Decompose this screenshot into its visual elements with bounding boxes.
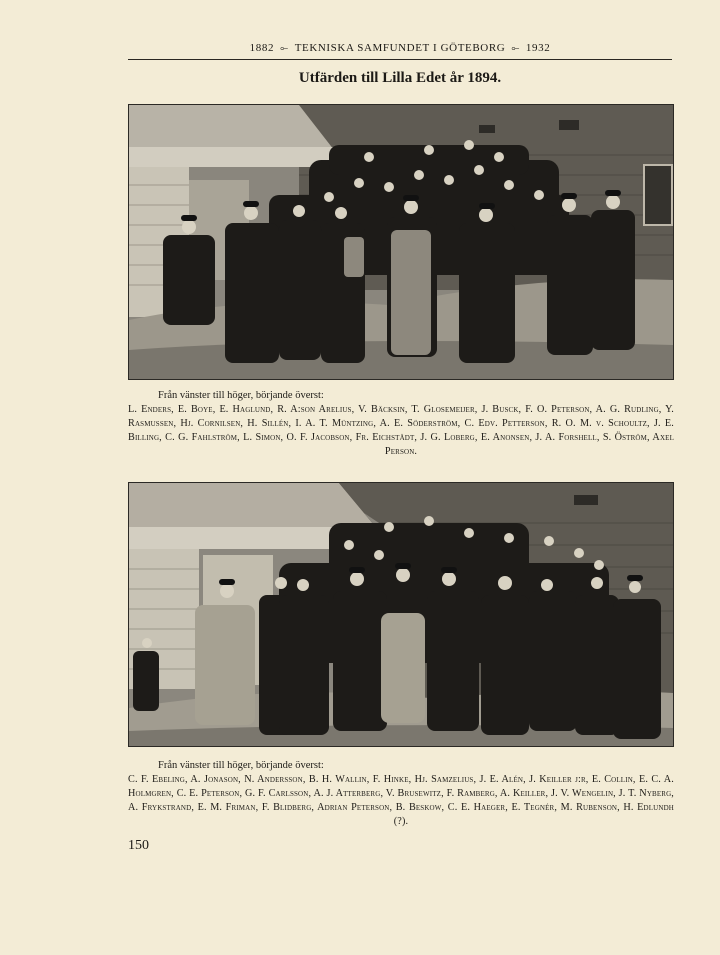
caption-intro: Från vänster till höger, börjande överst: bbox=[158, 390, 324, 401]
group-photo-1 bbox=[128, 104, 674, 380]
photo-caption-2 bbox=[128, 759, 674, 829]
group-photo-1-image bbox=[129, 105, 673, 379]
group-photo-2-image bbox=[129, 483, 673, 746]
ornament-icon: ⟜ bbox=[511, 43, 520, 54]
photo-caption-1 bbox=[128, 389, 674, 459]
group-photo-2 bbox=[128, 482, 674, 747]
ornament-icon: ⟜ bbox=[280, 43, 289, 54]
caption-names: L. Enders, E. Boye, E. Haglund, R. A:son Arelius, V. Bäcksin, T. Glosemeijer, J. Busck, F. O. Peterson, A. G. Rudling, Y. Rasmussen, Hj. Cornilsen, H. Sillén, I. A. T. Müntzing, A. E. Söderström, C. Edv. Petterson, R. O. M. v. Schoultz, J. E. Billing, C. G. Fahlström, L. Simon, O. F. Jacobson, Fr. Eichstädt, J. G. Loberg, E. Anonsen, J. A. Forshell, S. Öström, Axel Person. bbox=[128, 404, 674, 457]
page-title: Utfärden till Lilla Edet år 1894. bbox=[298, 70, 502, 86]
header-rule bbox=[128, 59, 672, 60]
header-year-end: 1932 bbox=[525, 42, 551, 54]
caption-names: C. F. Ebeling, A. Jonason, N. Andersson, B. H. Wallin, F. Hinke, Hj. Samzelius, J. E. Alén, J. Keiller j:r, E. Collin, E. C. A. Holmgren, C. E. Peterson, G. F. Carlsson, A. J. Atterberg, V. Brusewitz, F. Ramberg, A. Keiller, J. V. Wengelin, J. T. Nyberg, A. Frykstrand, E. M. Friman, F. Blidberg, Adrian Peterson, B. Beskow, C. E. Haeger, E. Tegnér, M. Rubenson, H. Edlundh (?). bbox=[128, 774, 674, 827]
header-year-start: 1882 bbox=[249, 42, 275, 54]
caption-intro: Från vänster till höger, börjande överst: bbox=[158, 760, 324, 771]
page-number: 150 bbox=[128, 838, 149, 853]
running-head bbox=[128, 42, 672, 54]
header-society: TEKNISKA SAMFUNDET I GÖTEBORG bbox=[294, 42, 506, 54]
